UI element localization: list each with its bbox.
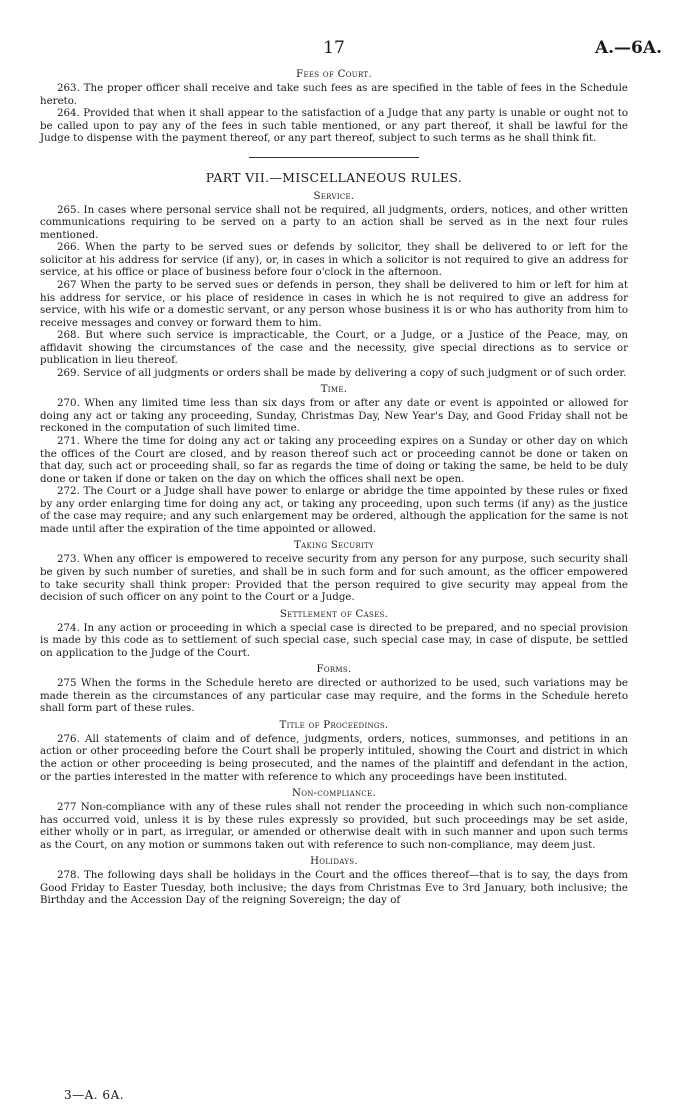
rule-paragraph: 273. When any officer is empowered to receive security from any person for any purpose, such security shall be given by such number of sureties, and shall be in such form and for such amount, as the officer empowered to take security shall think proper: Provided that the person required to give security may appeal from the decision of such officer on any point to the Court or a Judge. bbox=[40, 553, 628, 604]
section-heading: Forms. bbox=[316, 664, 352, 676]
rule-paragraph: 266. When the party to be served sues or defends by solicitor, they shall be delivered to or left for the solicitor at his address for service (if any), or, in cases in which a solicitor is not required to give an address for service, at his office or place of business before four o'clock in the afternoon. bbox=[40, 241, 628, 279]
rule-paragraph: 267 When the party to be served sues or defends in person, they shall be delivered to him or left for him at his address for service, or his place of residence in cases in which he is not required to give an address for service, with his wife or a domestic servant, or any person whose business it is or who has authority from him to receive messages and convey or forward them to him. bbox=[40, 279, 628, 329]
page-header bbox=[40, 38, 662, 64]
divider-rule bbox=[249, 157, 419, 158]
rule-paragraph: 268. But where such service is impracticable, the Court, or a Judge, or a Justice of the Peace, may, on affidavit showing the circumstances of the case and the necessity, give special directions as to service or publication in lieu thereof. bbox=[40, 329, 628, 367]
rule-paragraph: 278. The following days shall be holidays in the Court and the offices thereof—that is to say, the days from Good Friday to Easter Tuesday, both inclusive; the days from Christmas Eve to 3rd January, both inclusive; the Birthday and the Accession Day of the reigning Sovereign; the day of bbox=[40, 869, 628, 907]
section-heading: Title of Proceedings. bbox=[279, 719, 389, 731]
rule-paragraph: 276. All statements of claim and of defence, judgments, orders, notices, summonses, and petitions in an action or other proceeding before the Court shall be properly intituled, showing the Court and district in which the action or other proceeding is being prosecuted, and the names of the plaintiff and defendant in the action, or the parties interested in the matter with reference to which any proceedings have been instituted. bbox=[40, 732, 628, 783]
rule-paragraph: 271. Where the time for doing any act or taking any proceeding expires on a Sunday or other day on which the offices of the Court are closed, and by reason thereof such act or proceeding cannot be done or taken on that day, such act or proceeding shall, so far as regards the time of doing or taking the same, be held to be duly done or taken if done or taken on the day on which the offices shall next be open. bbox=[40, 435, 628, 485]
section-heading: Service. bbox=[313, 190, 355, 202]
rule-paragraph: 263. The proper officer shall receive and take such fees as are specified in the table of fees in the Schedule hereto. bbox=[40, 82, 628, 107]
section-heading: Taking Security bbox=[294, 540, 374, 552]
document-body bbox=[40, 68, 628, 907]
section-heading: Settlement of Cases. bbox=[279, 608, 389, 620]
section-heading: Fees of Court. bbox=[296, 69, 372, 80]
rule-paragraph: 265. In cases where personal service shall not be required, all judgments, orders, notices, and other written communications requiring to be served on a party to an action shall be served as in the next four rules mentioned. bbox=[40, 203, 628, 241]
rule-paragraph: 277 Non-compliance with any of these rules shall not render the proceeding in which such non-compliance has occurred void, unless it is by these rules expressly so provided, but such proceedings may be set aside, either wholly or in part, as irregular, or amended or otherwise dealt with in such manner and upon such terms as the Court, on any motion or summons taken out with reference to such non-compliance, may deem just. bbox=[40, 801, 628, 851]
section-heading: Non-compliance. bbox=[292, 788, 376, 800]
rule-paragraph: 274. In any action or proceeding in which a special case is directed to be prepared, and no special provision is made by this code as to settlement of such special case, such special case may, in case of dispute, be settled on application to the Judge of the Court. bbox=[40, 621, 628, 659]
rule-paragraph: 270. When any limited time less than six days from or after any date or event is appointed or allowed for doing any act or taking any proceeding, Sunday, Christmas Day, New Year's Day, and Good Friday shall not be reckoned in the computation of such limited time. bbox=[40, 397, 628, 435]
rule-paragraph: 269. Service of all judgments or orders shall be made by delivering a copy of such judgment or of such order. bbox=[57, 366, 627, 379]
printer-signature: 3—A. 6A. bbox=[64, 1088, 125, 1102]
document-page bbox=[40, 38, 662, 907]
page-number: 17 bbox=[323, 38, 345, 58]
rule-paragraph: 275 When the forms in the Schedule hereto are directed or authorized to be used, such variations may be made therein as the circumstances of any particular case may require, and the forms in the Schedule hereto shall form part of these rules. bbox=[40, 677, 628, 715]
document-reference: A.—6A. bbox=[594, 38, 662, 58]
section-heading: Holidays. bbox=[310, 856, 358, 868]
rule-paragraph: 264. Provided that when it shall appear to the satisfaction of a Judge that any party is unable or ought not to be called upon to pay any of the fees in such table mentioned, or any part thereof, it shall be lawful for the Judge to dispense with the payment thereof, or any part thereof, subject to such terms as he shall think fit. bbox=[40, 107, 628, 145]
rule-paragraph: 272. The Court or a Judge shall have power to enlarge or abridge the time appointed by these rules or fixed by any order enlarging time for doing any act, or taking any proceeding, upon such terms (if any) as the justice of the case may require; and any such enlargement may be ordered, although the application for the same is not made until after the expiration of the time appointed or allowed. bbox=[40, 485, 628, 535]
part-title: PART VII.—MISCELLANEOUS RULES. bbox=[205, 169, 463, 185]
section-heading: Time. bbox=[320, 384, 348, 396]
